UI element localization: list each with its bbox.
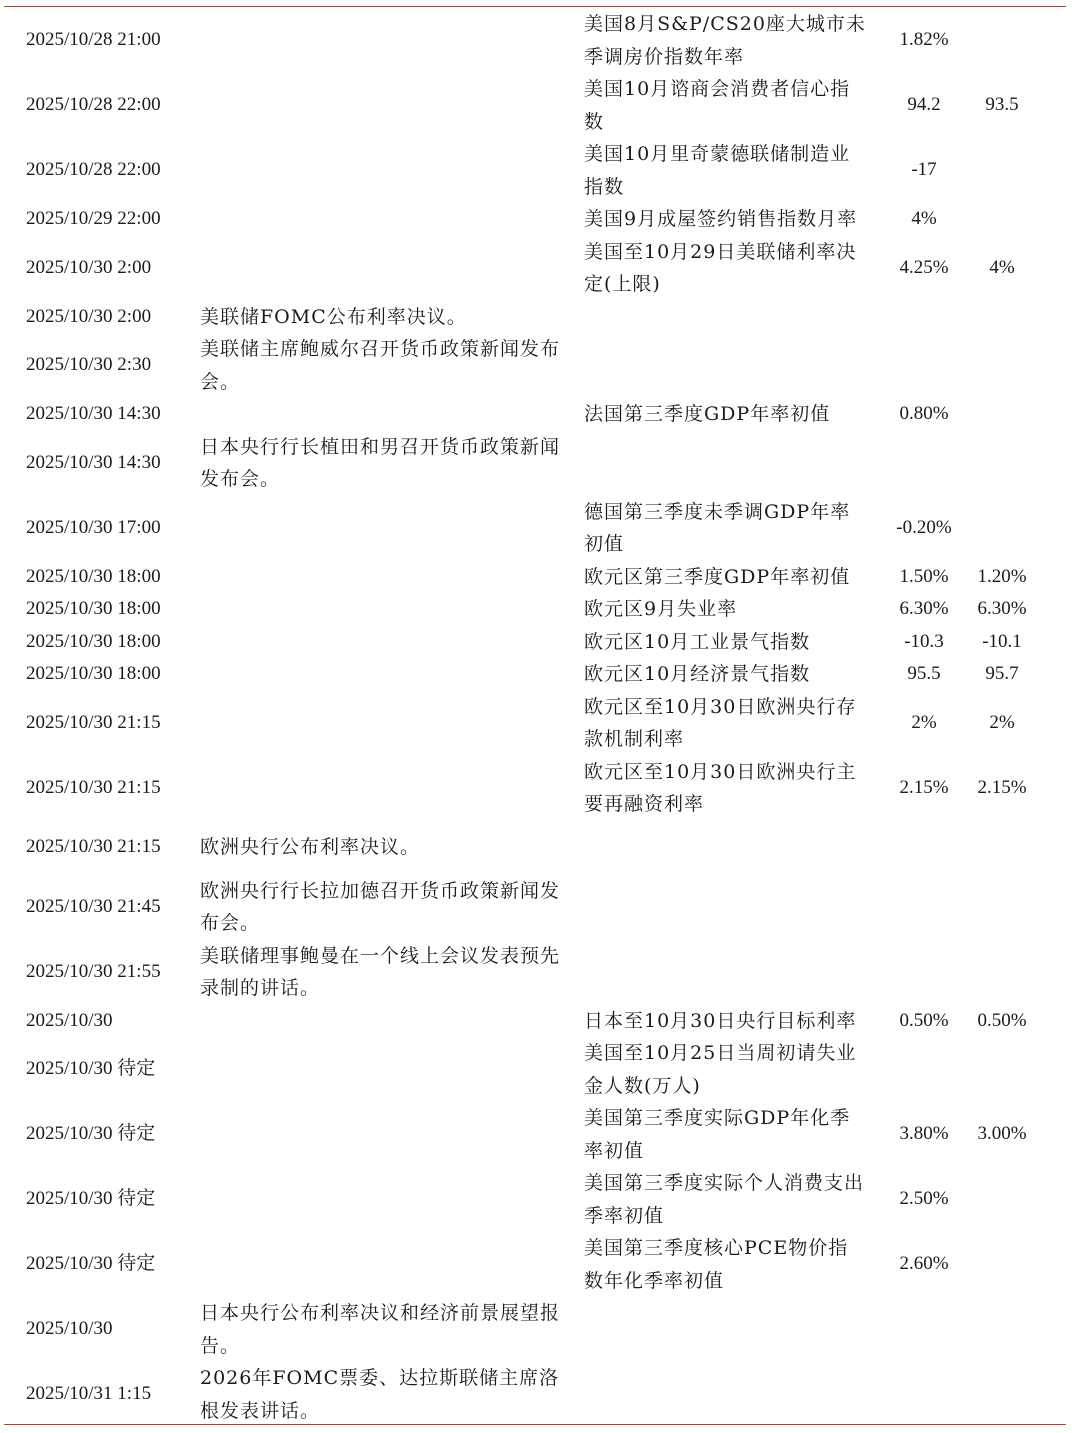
calendar-body xyxy=(0,8,1080,1427)
forecast-value-cell: 2.15% xyxy=(977,776,1027,798)
event-cell xyxy=(200,236,584,301)
date-cell: 2025/10/30 21:15 xyxy=(26,711,161,733)
date-cell: 2025/10/30 2:00 xyxy=(26,305,152,327)
previous-value-cell: 0.50% xyxy=(899,1009,949,1031)
forecast-value-cell xyxy=(964,398,1080,431)
date-cell: 2025/10/30 17:00 xyxy=(26,516,161,538)
economic-calendar-table xyxy=(0,8,1080,1427)
forecast-value-cell xyxy=(964,875,1080,940)
table-row xyxy=(0,626,1080,659)
event-cell xyxy=(200,73,584,138)
date-cell: 2025/10/30 21:45 xyxy=(26,895,161,917)
forecast-value-cell xyxy=(964,1362,1080,1427)
date-cell: 2025/10/28 21:00 xyxy=(26,29,161,51)
date-cell: 2025/10/30 18:00 xyxy=(26,663,161,684)
previous-value-cell xyxy=(874,1037,964,1102)
event-cell xyxy=(200,496,584,561)
indicator-cell xyxy=(584,1362,874,1427)
previous-value-cell: 1.50% xyxy=(899,565,949,587)
previous-value-cell xyxy=(874,431,964,496)
event-cell: 美联储FOMC公布利率决议。 xyxy=(200,305,467,328)
indicator-cell: 美国第三季度实际个人消费支出季率初值 xyxy=(584,1172,865,1227)
indicator-cell: 欧元区至10月30日欧洲央行主要再融资利率 xyxy=(584,760,857,815)
table-row xyxy=(0,940,1080,1005)
forecast-value-cell xyxy=(964,138,1080,203)
indicator-cell: 美国第三季度实际GDP年化季率初值 xyxy=(584,1107,851,1162)
forecast-value-cell: 93.5 xyxy=(985,94,1019,116)
forecast-value-cell: -10.1 xyxy=(982,630,1022,652)
table-row xyxy=(0,1167,1080,1232)
previous-value-cell xyxy=(874,940,964,1005)
event-cell: 美联储理事鲍曼在一个线上会议发表预先录制的讲话。 xyxy=(200,944,561,999)
table-row xyxy=(0,236,1080,301)
forecast-value-cell xyxy=(964,203,1080,236)
previous-value-cell: -17 xyxy=(911,159,937,181)
previous-value-cell xyxy=(874,301,964,334)
event-cell: 日本央行行长植田和男召开货币政策新闻发布会。 xyxy=(200,435,561,490)
indicator-cell: 德国第三季度未季调GDP年率初值 xyxy=(584,500,851,555)
event-cell: 日本央行公布利率决议和经济前景展望报告。 xyxy=(200,1302,561,1357)
date-cell: 2025/10/30 待定 xyxy=(26,1188,156,1210)
previous-value-cell: 94.2 xyxy=(907,94,941,116)
table-row xyxy=(0,333,1080,398)
previous-value-cell: 4.25% xyxy=(899,256,949,278)
event-cell xyxy=(200,203,584,236)
previous-value-cell: 2.60% xyxy=(899,1253,949,1275)
forecast-value-cell: 3.00% xyxy=(977,1123,1027,1145)
indicator-cell: 美国至10月25日当周初请失业金人数(万人) xyxy=(584,1042,857,1097)
indicator-cell: 欧元区10月经济景气指数 xyxy=(584,663,811,685)
event-cell: 2026年FOMC票委、达拉斯联储主席洛根发表讲话。 xyxy=(200,1367,560,1422)
date-cell: 2025/10/30 18:00 xyxy=(26,598,161,619)
table-row xyxy=(0,1297,1080,1362)
forecast-value-cell xyxy=(964,1297,1080,1362)
indicator-cell xyxy=(584,940,874,1005)
date-cell: 2025/10/30 xyxy=(26,1009,113,1031)
indicator-cell: 美国9月成屋签约销售指数月率 xyxy=(584,208,858,230)
table-row xyxy=(0,1102,1080,1167)
event-cell xyxy=(200,756,584,821)
date-cell: 2025/10/30 xyxy=(26,1318,113,1340)
forecast-value-cell xyxy=(964,940,1080,1005)
forecast-value-cell: 1.20% xyxy=(977,565,1027,587)
date-cell: 2025/10/30 21:55 xyxy=(26,960,161,982)
table-row xyxy=(0,1362,1080,1427)
table-row xyxy=(0,561,1080,594)
event-cell xyxy=(200,626,584,659)
indicator-cell xyxy=(584,333,874,398)
date-cell: 2025/10/31 1:15 xyxy=(26,1383,152,1405)
date-cell: 2025/10/30 2:00 xyxy=(26,256,152,278)
previous-value-cell: 1.82% xyxy=(899,29,949,51)
event-cell xyxy=(200,8,584,73)
indicator-cell: 美国至10月29日美联储利率决定(上限) xyxy=(584,240,857,295)
event-cell xyxy=(200,561,584,594)
date-cell: 2025/10/30 18:00 xyxy=(26,565,161,587)
forecast-value-cell xyxy=(964,1037,1080,1102)
forecast-value-cell xyxy=(964,301,1080,334)
date-cell: 2025/10/30 21:15 xyxy=(26,836,161,858)
date-cell: 2025/10/30 14:30 xyxy=(26,403,161,424)
table-row xyxy=(0,1005,1080,1038)
table-row xyxy=(0,398,1080,431)
date-cell: 2025/10/30 18:00 xyxy=(26,630,161,652)
indicator-cell xyxy=(584,875,874,940)
event-cell xyxy=(200,1232,584,1297)
forecast-value-cell xyxy=(964,1167,1080,1232)
table-row xyxy=(0,821,1080,875)
indicator-cell: 美国10月里奇蒙德联储制造业指数 xyxy=(584,143,851,198)
event-cell xyxy=(200,658,584,691)
table-row xyxy=(0,593,1080,626)
forecast-value-cell xyxy=(964,496,1080,561)
previous-value-cell xyxy=(874,821,964,875)
previous-value-cell xyxy=(874,1362,964,1427)
table-row xyxy=(0,658,1080,691)
bottom-rule xyxy=(4,1424,1066,1425)
date-cell: 2025/10/28 22:00 xyxy=(26,159,161,181)
table-row xyxy=(0,431,1080,496)
forecast-value-cell: 6.30% xyxy=(977,598,1027,619)
indicator-cell: 法国第三季度GDP年率初值 xyxy=(584,403,831,425)
event-cell xyxy=(200,1037,584,1102)
event-cell xyxy=(200,1005,584,1038)
table-row xyxy=(0,138,1080,203)
indicator-cell: 美国第三季度核心PCE物价指数年化季率初值 xyxy=(584,1237,849,1292)
previous-value-cell xyxy=(874,333,964,398)
date-cell: 2025/10/29 22:00 xyxy=(26,208,161,229)
previous-value-cell xyxy=(874,1297,964,1362)
date-cell: 2025/10/30 2:30 xyxy=(26,354,152,376)
table-row xyxy=(0,301,1080,334)
previous-value-cell: 6.30% xyxy=(899,598,949,619)
previous-value-cell: -0.20% xyxy=(896,516,952,538)
previous-value-cell xyxy=(874,875,964,940)
forecast-value-cell: 2% xyxy=(989,711,1015,733)
event-cell xyxy=(200,593,584,626)
event-cell xyxy=(200,138,584,203)
table-row xyxy=(0,1037,1080,1102)
table-row xyxy=(0,496,1080,561)
event-cell xyxy=(200,1167,584,1232)
previous-value-cell: 0.80% xyxy=(899,403,949,424)
date-cell: 2025/10/30 待定 xyxy=(26,1123,156,1145)
indicator-cell: 欧元区至10月30日欧洲央行存款机制利率 xyxy=(584,695,857,750)
date-cell: 2025/10/28 22:00 xyxy=(26,94,161,116)
indicator-cell xyxy=(584,1297,874,1362)
date-cell: 2025/10/30 待定 xyxy=(26,1058,156,1080)
event-cell xyxy=(200,1102,584,1167)
event-cell xyxy=(200,398,584,431)
event-cell: 欧洲央行行长拉加德召开货币政策新闻发布会。 xyxy=(200,879,561,934)
top-rule xyxy=(4,6,1066,7)
indicator-cell: 欧元区9月失业率 xyxy=(584,598,738,620)
indicator-cell: 美国10月谘商会消费者信心指数 xyxy=(584,78,851,133)
indicator-cell: 欧元区10月工业景气指数 xyxy=(584,630,811,653)
forecast-value-cell xyxy=(964,1232,1080,1297)
previous-value-cell: -10.3 xyxy=(904,630,944,652)
previous-value-cell: 95.5 xyxy=(907,663,941,684)
forecast-value-cell: 0.50% xyxy=(977,1009,1027,1031)
indicator-cell: 美国8月S&P/CS20座大城市未季调房价指数年率 xyxy=(584,13,866,68)
previous-value-cell: 3.80% xyxy=(899,1123,949,1145)
forecast-value-cell: 95.7 xyxy=(985,663,1019,684)
forecast-value-cell xyxy=(964,431,1080,496)
event-cell xyxy=(200,691,584,756)
previous-value-cell: 2.15% xyxy=(899,776,949,798)
table-row xyxy=(0,8,1080,73)
previous-value-cell: 2% xyxy=(911,711,937,733)
table-row xyxy=(0,73,1080,138)
forecast-value-cell xyxy=(964,821,1080,875)
date-cell: 2025/10/30 21:15 xyxy=(26,776,161,798)
forecast-value-cell xyxy=(964,8,1080,73)
indicator-cell xyxy=(584,301,874,334)
table-row xyxy=(0,691,1080,756)
previous-value-cell: 2.50% xyxy=(899,1188,949,1210)
event-cell: 欧洲央行公布利率决议。 xyxy=(200,836,421,859)
table-row xyxy=(0,203,1080,236)
event-cell: 美联储主席鲍威尔召开货币政策新闻发布会。 xyxy=(200,338,561,393)
previous-value-cell: 4% xyxy=(911,208,937,229)
table-row xyxy=(0,875,1080,940)
indicator-cell: 日本至10月30日央行目标利率 xyxy=(584,1009,857,1032)
date-cell: 2025/10/30 14:30 xyxy=(26,451,161,473)
forecast-value-cell xyxy=(964,333,1080,398)
table-row xyxy=(0,1232,1080,1297)
indicator-cell: 欧元区第三季度GDP年率初值 xyxy=(584,565,851,588)
indicator-cell xyxy=(584,821,874,875)
indicator-cell xyxy=(584,431,874,496)
forecast-value-cell: 4% xyxy=(989,256,1015,278)
date-cell: 2025/10/30 待定 xyxy=(26,1253,156,1275)
table-row xyxy=(0,756,1080,821)
